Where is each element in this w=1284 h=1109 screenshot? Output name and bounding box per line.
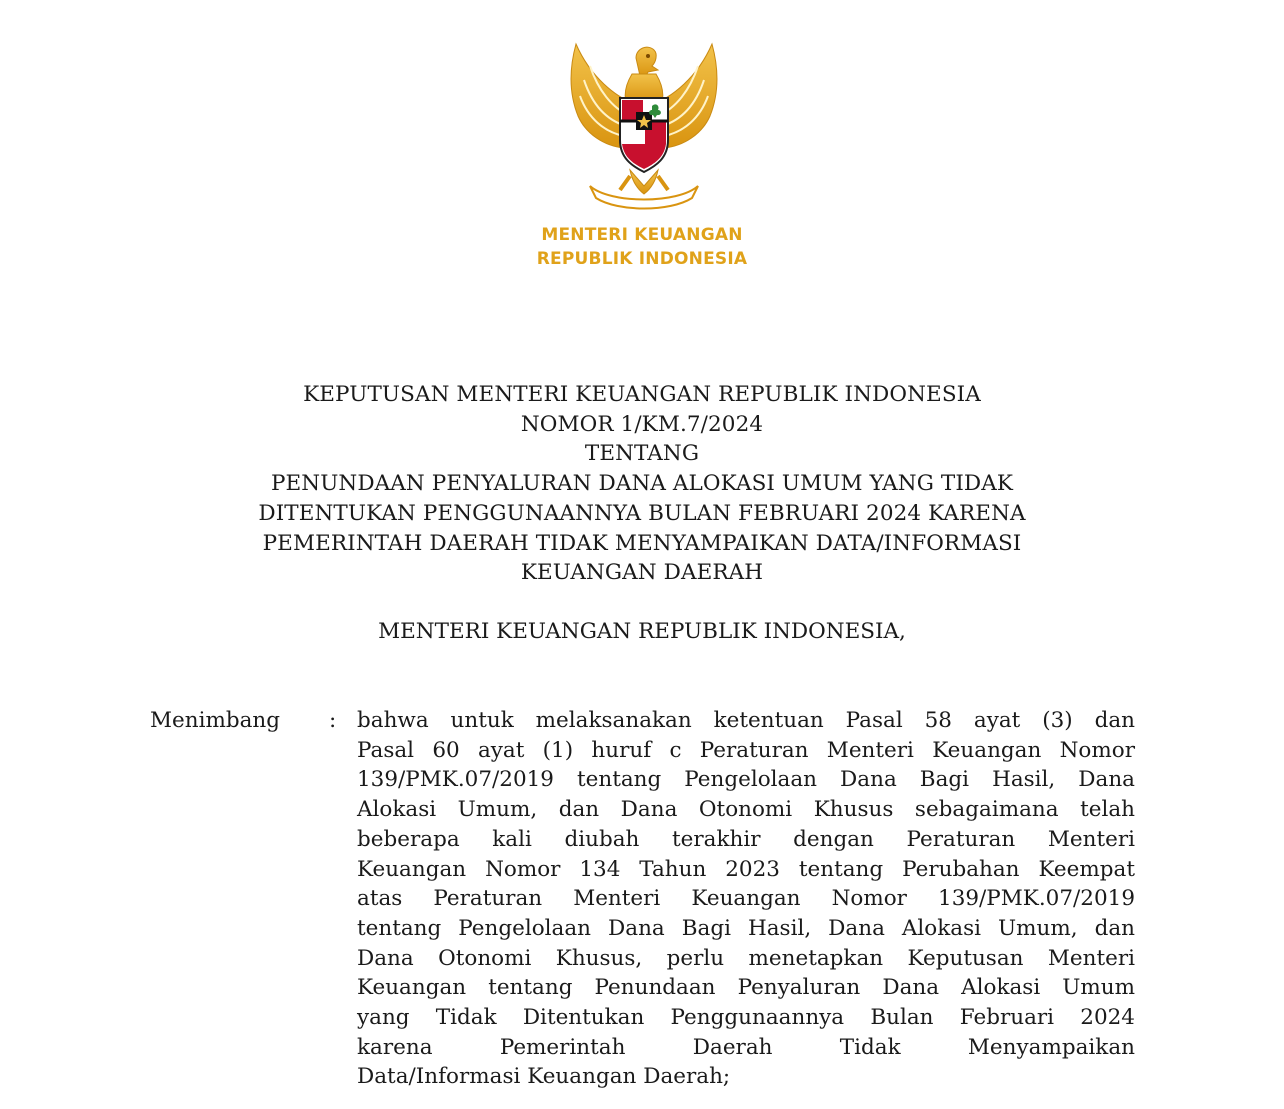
title-line: DITENTUKAN PENGGUNAANNYA BULAN FEBRUARI 2024 KARENA	[258, 500, 1026, 526]
paragraph-line: Data/Informasi Keuangan Daerah;	[357, 1064, 731, 1090]
title-line: PEMERINTAH DAERAH TIDAK MENYAMPAIKAN DATA/INFORMASI	[262, 530, 1022, 556]
paragraph-line: atas Peraturan Menteri Keuangan Nomor 139/PMK.07/2019	[357, 886, 1135, 912]
paragraph-line: 139/PMK.07/2019 tentang Pengelolaan Dana Bagi Hasil, Dana	[357, 767, 1135, 793]
title-line: PENUNDAAN PENYALURAN DANA ALOKASI UMUM YANG TIDAK	[270, 471, 1014, 497]
title-line: KEUANGAN DAERAH	[520, 560, 764, 586]
paragraph-line: yang Tidak Ditentukan Penggunaannya Bulan Februari 2024	[357, 1005, 1135, 1031]
title-line: TENTANG	[584, 441, 700, 467]
paragraph-line: tentang Pengelolaan Dana Bagi Hasil, Dana Alokasi Umum, dan	[357, 915, 1135, 941]
title-line: KEPUTUSAN MENTERI KEUANGAN REPUBLIK INDONESIA	[303, 382, 981, 407]
decree-title	[0, 380, 1284, 588]
minister-heading: MENTERI KEUANGAN REPUBLIK INDONESIA,	[378, 619, 906, 644]
menimbang-paragraph	[357, 706, 1135, 1092]
menimbang-label: Menimbang	[150, 708, 281, 733]
agency-name-line-2: REPUBLIK INDONESIA	[536, 249, 748, 269]
paragraph-line: Keuangan tentang Penundaan Penyaluran Dana Alokasi Umum	[357, 975, 1135, 1001]
agency-name-line-1: MENTERI KEUANGAN	[541, 225, 743, 245]
paragraph-line: karena Pemerintah Daerah Tidak Menyampaikan	[357, 1034, 1135, 1060]
paragraph-line: Pasal 60 ayat (1) huruf c Peraturan Menteri Keuangan Nomor	[357, 737, 1135, 763]
decree-number: NOMOR 1/KM.7/2024	[520, 411, 764, 437]
garuda-emblem-icon	[560, 36, 728, 212]
paragraph-line: Keuangan Nomor 134 Tahun 2023 tentang Perubahan Keempat	[357, 856, 1135, 882]
paragraph-line: bahwa untuk melaksanakan ketentuan Pasal 58 ayat (3) dan	[357, 708, 1135, 733]
paragraph-line: Alokasi Umum, dan Dana Otonomi Khusus sebagaimana telah	[357, 797, 1135, 823]
paragraph-line: Dana Otonomi Khusus, perlu menetapkan Keputusan Menteri	[357, 945, 1135, 971]
menimbang-colon: :	[329, 708, 337, 733]
paragraph-line: beberapa kali diubah terakhir dengan Peraturan Menteri	[357, 826, 1135, 852]
